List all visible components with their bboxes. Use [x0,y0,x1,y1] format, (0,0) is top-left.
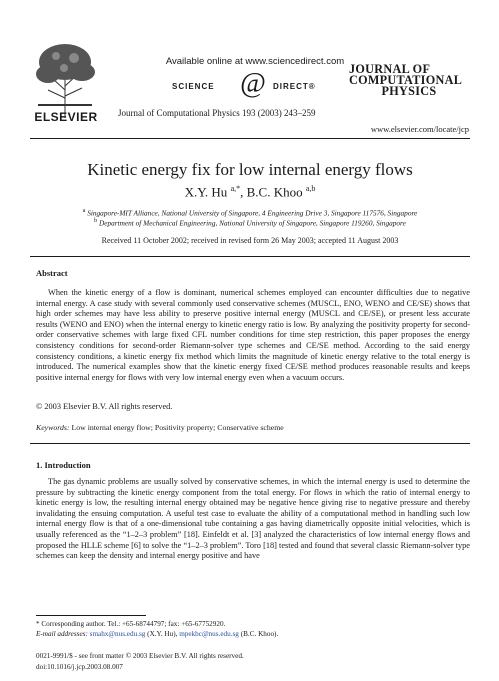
received-dates: Received 11 October 2002; received in revised form 26 May 2003; accepted 11 August 2003 [101,236,399,245]
abstract-heading: Abstract [36,268,68,278]
article-title: Kinetic energy fix for low internal energy flows [87,160,413,179]
email-owner: (X.Y. Hu), [145,630,180,638]
journal-name-line: PHYSICS [381,84,437,98]
journal-name-line: JOURNAL OF [349,62,431,76]
copyright-notice: © 2003 Elsevier B.V. All rights reserved. [36,402,173,411]
author-list [30,184,470,200]
journal-url[interactable]: www.elsevier.com/locate/jcp [370,124,469,134]
introduction-text: The gas dynamic problems are usually solved by conservative schemes, in which the internal energy is used to determine the pressure by subtracting the kinetic energy component from the total energy. For flows in which the ratio of internal energy to kinetic energy is low, the resulting internal energy obtained may be negative hence giving rise to negative pressure and thereby invalidating the ensuing computation. A useful test case to evaluate the ability of a computational method in handling such low internal energy flow is that of a one-dimensional tube containing a gas having diametrically opposite initial velocities, which is usually referenced as the “1–2–3 problem” [18]. Einfeldt et al. [3] analyzed the characteristics of low internal energy flows and proposed the HLLE scheme [6] to solve the “1–2–3 problem”. Toro [18] tested and found that several classic Riemann-solver type schemes can keep the density and internal energy positive and have [36,477,470,561]
email-owner: (B.C. Khoo). [238,630,279,638]
affiliation [30,218,470,227]
email-footnote [36,630,470,638]
keywords [36,423,470,432]
affiliation-mark: b [94,218,98,224]
sciencedirect-right: DIRECT® [273,82,316,91]
corresponding-author-note: * Corresponding author. Tel.: +65-68744797; fax: +65-67752920. [36,620,226,628]
footnote-divider [36,615,146,616]
section-heading: 1. Introduction [36,460,91,470]
email-link[interactable]: smahx@nus.edu.sg [89,630,146,638]
author-name: B.C. Khoo [246,184,303,200]
at-icon: @ [240,68,266,99]
abstract-divider [30,256,470,257]
body-divider [30,443,470,444]
journal-citation: Journal of Computational Physics 193 (2003) 243–259 [118,108,316,118]
issn-line: 0021-9991/$ - see front matter © 2003 Elsevier B.V. All rights reserved. [36,652,244,660]
author-marks[interactable]: a,b [305,184,316,193]
affiliation-text: Singapore-MIT Alliance, National University of Singapore, 4 Engineering Drive 3, Singapore 117576, Singapore [87,208,418,218]
author-marks[interactable]: a,* [230,184,241,193]
author-separator: , [240,184,247,200]
email-link[interactable]: mpekbc@nus.edu.sg [179,630,239,638]
doi-line[interactable]: doi:10.1016/j.jcp.2003.08.007 [36,663,123,671]
sciencedirect-logo [150,68,360,99]
journal-name-line: COMPUTATIONAL [349,73,463,87]
header-divider [30,138,470,139]
abstract-text: When the kinetic energy of a flow is dominant, numerical schemes employed can encounter difficulties due to negative internal energy. A case study with several commonly used conservative schemes (MUSCL, ENO, WENO and CE/SE) shows that high order schemes may have less ability to preserve positive internal energy (MUSCL and CE/SE), or present less accurate results (WENO and ENO) when the internal energy to kinetic energy ratio is low. By analyzing the positivity property for second-order conservative schemes with large fixed CFL number conditions for time step restriction, this paper proposes the energy consistency conditions for second-order Riemann-solver type schemes and CE/SE method. According to the said energy consistency conditions, a kinetic energy fix method which limits the magnitude of kinetic energy relative to the total energy is introduced. The numerical examples show that the kinetic energy fixed CE/SE method produces reasonable results and keeps positive internal energy for flows with very low internal energy even when a vacuum occurs. [36,288,470,382]
affiliation-mark: a [82,208,86,214]
sciencedirect-left: SCIENCE [172,82,215,91]
affiliation [30,208,470,217]
journal-name [349,64,469,97]
elsevier-tree-logo [30,40,100,120]
author-name: X.Y. Hu [184,184,228,200]
email-label: E-mail addresses: [36,630,88,638]
available-online-text: Available online at www.sciencedirect.com [165,56,345,67]
affiliation-text: Department of Mechanical Engineering, National University of Singapore, Singapore 119260, Singapore [98,218,406,228]
publisher-name: ELSEVIER [34,110,98,124]
keywords-list: Low internal energy flow; Positivity property; Conservative scheme [71,423,284,432]
keywords-label: Keywords: [36,423,70,432]
